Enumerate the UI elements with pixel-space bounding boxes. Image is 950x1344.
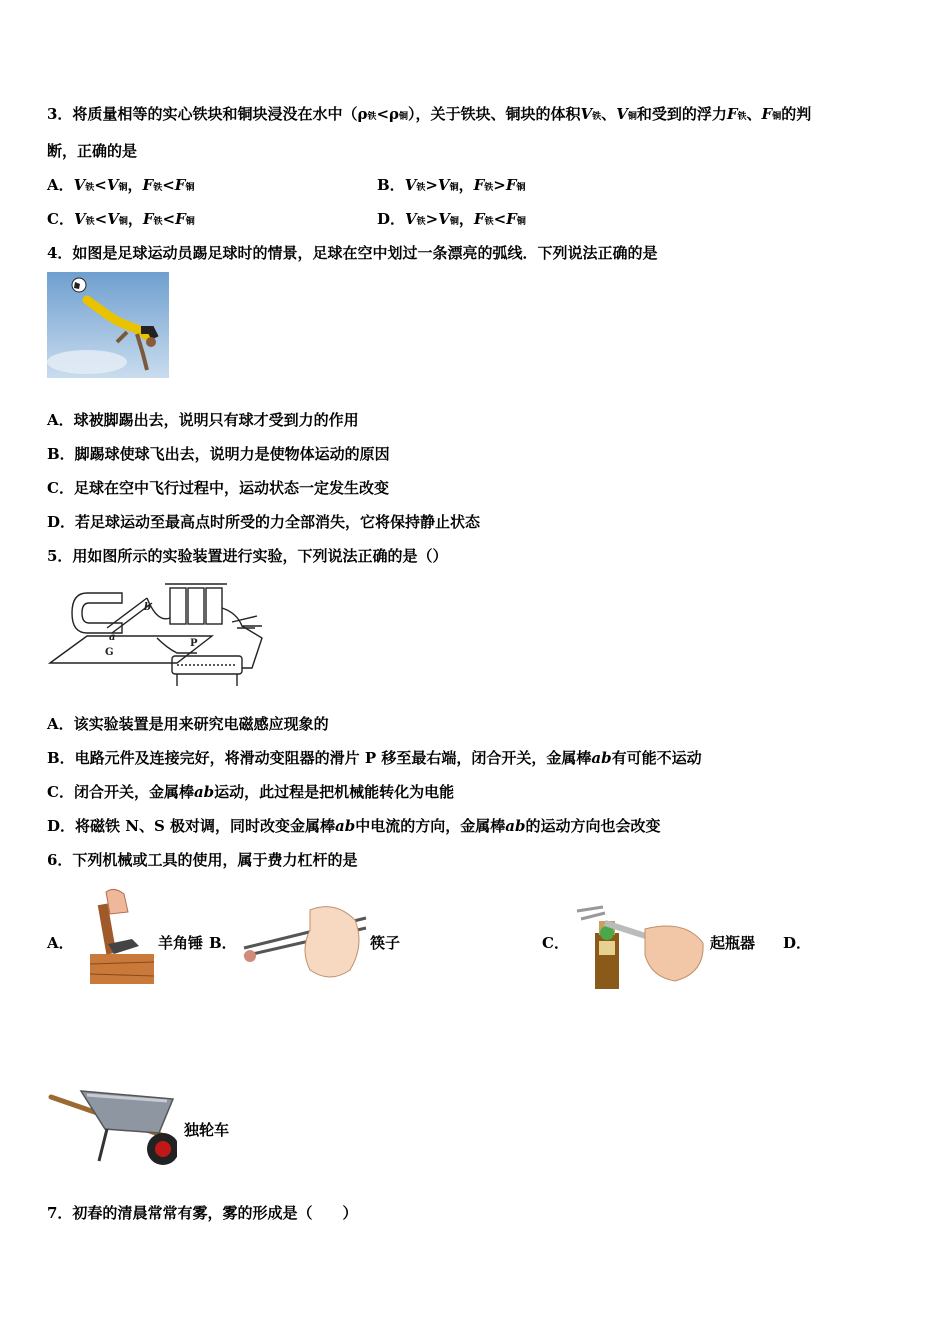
q5-option-a: A．该实验装置是用来研究电磁感应现象的	[47, 715, 329, 733]
label-P: P	[190, 638, 198, 649]
q5-option-c: C．闭合开关，金属棒ab运动，此过程是把机械能转化为电能	[47, 783, 455, 801]
chopsticks-image	[240, 900, 368, 986]
q3-stem-line2: 断，正确的是	[47, 142, 138, 160]
q4-option-c: C．足球在空中飞行过程中，运动状态一定发生改变	[47, 479, 389, 497]
q6-option-a-text: 羊角锤	[158, 934, 204, 952]
claw-hammer-image	[84, 884, 156, 986]
base-plate	[50, 636, 212, 663]
q3-option-b: B．V铁>V铜，F铁>F铜	[377, 176, 526, 194]
q5-option-d: D．将磁铁 N、S 极对调，同时改变金属棒ab中电流的方向，金属棒ab的运动方向也会改变	[47, 817, 661, 835]
q6-stem: 6．下列机械或工具的使用，属于费力杠杆的是	[47, 851, 358, 869]
label-G: G	[105, 647, 114, 658]
battery-cell-2	[188, 588, 204, 624]
battery-cell-1	[170, 588, 186, 624]
horseshoe-magnet	[72, 593, 122, 633]
q6-option-b-text: 筷子	[370, 934, 401, 952]
electromagnet-apparatus-diagram	[47, 578, 275, 694]
label-b: b	[144, 602, 151, 613]
q5-option-b: B．电路元件及连接完好，将滑动变阻器的滑片 P 移至最右端，闭合开关，金属棒ab有可能不运动	[47, 749, 702, 767]
q3-option-a: A．V铁<V铜，F铁<F铜	[47, 176, 195, 194]
battery-cell-3	[206, 588, 222, 624]
q4-option-b: B．脚踢球使球飞出去，说明力是使物体运动的原因	[47, 445, 390, 463]
q4-stem: 4．如图是足球运动员踢足球时的情景，足球在空中划过一条漂亮的弧线．下列说法正确的是	[47, 244, 658, 262]
q3-stem-line1: 3．将质量相等的实心铁块和铜块浸没在水中（ρ铁<ρ铜），关于铁块、铜块的体积V铁、V铜和受到的浮力F铁、F铜的判	[47, 105, 812, 123]
soccer-player-image	[47, 272, 169, 378]
q6-option-a-label: A．	[47, 934, 74, 952]
q3-option-c: C．V铁<V铜，F铁<F铜	[47, 210, 195, 228]
wheelbarrow-image	[47, 1077, 177, 1169]
q4-option-a: A．球被脚踢出去，说明只有球才受到力的作用	[47, 411, 359, 429]
q6-option-b-label: B．	[209, 934, 237, 952]
q6-option-d-label: D．	[783, 934, 812, 952]
q7-stem: 7．初春的清晨常常有雾，雾的形成是（ ）	[47, 1204, 358, 1222]
q6-option-d-text: 独轮车	[184, 1121, 230, 1139]
q3-option-d: D．V铁>V铜，F铁<F铜	[377, 210, 526, 228]
q5-stem: 5．用如图所示的实验装置进行实验，下列说法正确的是（）	[47, 547, 448, 565]
q4-option-d: D．若足球运动至最高点时所受的力全部消失，它将保持静止状态	[47, 513, 481, 531]
q6-option-c-text: 起瓶器	[710, 934, 756, 952]
wire-to-switch	[222, 608, 262, 626]
q6-option-c-label: C．	[542, 934, 569, 952]
label-a: a	[109, 632, 116, 643]
bottle-opener-image	[575, 903, 711, 989]
